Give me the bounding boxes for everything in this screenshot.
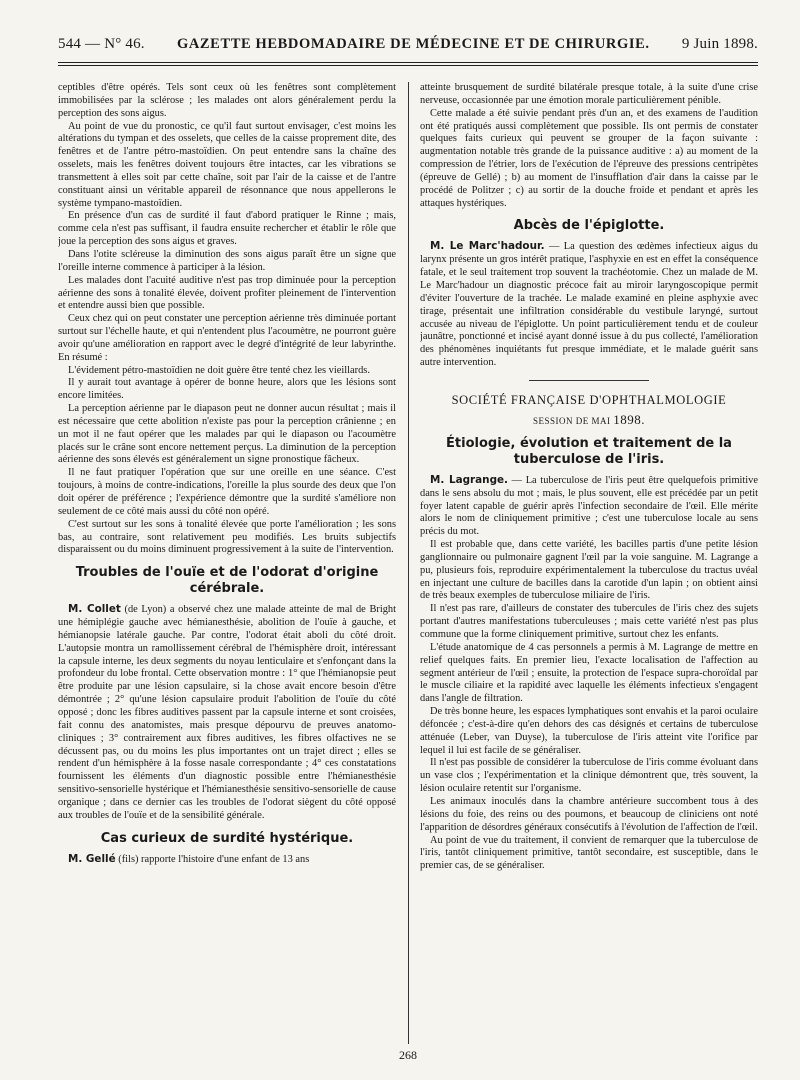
paragraph: L'étude anatomique de 4 cas personnels a permis à M. Lagrange de mettre en relief quelques faits. En premier lieu, l'exacte localisation de l'affection au segment antérieur de l'œil ; ensuite, la protection de l'espace supra-choroïdal par le muscle ciliaire et la rapidité avec laquelle les éléments infectieux s'engagent dans l'angle de filtration. <box>420 641 758 705</box>
paragraph: Les malades dont l'acuité auditive n'est pas trop diminuée pour la perception aérienne des sons à tonalité élevée, doivent profiter pleinement de l'intervention et entendre aussi bien que possible. <box>58 274 396 312</box>
two-column-body <box>58 82 758 1044</box>
paragraph: Il y aurait tout avantage à opérer de bonne heure, alors que les lésions sont encore limitées. <box>58 377 396 402</box>
paragraph: Il n'est pas rare, d'ailleurs de constater des tubercules de l'iris chez des sujets portant d'autres manifestations tuberculeuses ; mais cette variété n'est pas plus commune que la forme cliniquement primitive, surtout chez les enfants. <box>420 603 758 640</box>
paragraph: Il ne faut pratiquer l'opération que sur une oreille en une séance. C'est toujours, à moins de contre-indications, l'oreille la plus sourde des deux que l'on doit opérer de préférence ; l'expérience démontre que la surdité s'améliore non seulement de ce côté mais aussi du côté non opéré. <box>58 467 396 517</box>
article-text: (fils) rapporte l'histoire d'une enfant de 13 ans <box>115 853 310 865</box>
paragraph: La perception aérienne par le diapason peut ne donner aucun résultat ; mais il est nécessaire que cette abolition n'existe pas pour la perception crânienne ; en un mot il ne faut opérer que les malades par qui le diapason ou l'acoumètre placés sur le crâne sont encore nettement perçus. La diminution de la perception aérienne des sons élevés est généralement un signe pronostique fâcheux. <box>58 403 396 466</box>
paragraph: Cette malade a été suivie pendant près d'un an, et des examens de l'audition ont été pratiqués aussi complètement que possible. Ils ont permis de constater quelques faits curieux qui peuvent se grouper de la façon suivante : augmentation notable très grande de la puissance auditive : a) au moment de la compression de l'étrier, lors de l'exécution de l'épreuve des pressions centripètes (épreuve de Gellé) ; b) au moment de l'insufflation d'air dans la caisse par le procédé de Politzer ; c) au sortir de la douche froide et pendant et après les attaques hystériques. <box>420 107 758 209</box>
header-rule-thin <box>58 65 758 66</box>
right-column <box>420 82 758 1044</box>
paragraph: Les animaux inoculés dans la chambre antérieure succombent tous à des lésions du foie, des reins ou des poumons, et beaucoup de cliniciens ont noté l'apparition de désordres généraux consécutifs à l'évolution de l'affection de l'œil. <box>420 795 758 833</box>
article-collet <box>58 603 396 822</box>
section-separator <box>529 380 649 381</box>
article-le-marchadour <box>420 240 758 369</box>
section-title-epiglottis: Abcès de l'épiglotte. <box>513 218 665 234</box>
author-name: M. Collet <box>68 603 121 616</box>
paragraph: Au point de vue du traitement, il convient de remarquer que la tuberculose de l'iris, tantôt cliniquement primitive, tantôt secondaire, est susceptible, dans le premier cas, de se généraliser. <box>420 834 758 872</box>
paragraph: En présence d'un cas de surdité il faut d'abord pratiquer le Rinne ; mais, comme cela n'est pas suffisant, il faudra ensuite rechercher et établir le rôle que joue la perception des sons aigus et graves. <box>58 210 396 248</box>
session-year: 1898. <box>613 411 645 427</box>
article-text: (de Lyon) a observé chez une malade atteinte de mal de Bright une hémiplégie gauche avec hémianesthésie, abolition de l'ouïe à gauche, et hémianopsie latérale gauche. Par contre, l'odorat était aboli du côté droit. L'autopsie montra un ramollissement cérébral de l'hémisphère droit, intéressant la capsule interne, les deux segments du noyau lenticulaire et s'enfonçant dans la profondeur du lobe frontal. Cette observation montre : 1° que l'hémianopsie peut être produite par une lésion capsulaire, si la chose avait encore besoin d'être démontrée ; 2° qu'une lésion capsulaire produit l'abolition de l'ouïe du côté opposé ; donc les fibres auditives passent par la capsule interne et sont croisées, fait connu des anatomistes, mais presque dépourvu de preuves anatomo-cliniques ; 3° contrairement aux fibres auditives, les fibres olfactives ne se décussent pas, ou du moins les plus importantes ont un trajet direct ; elles se rendent d'un hémisphère à la fosse nasale correspondante ; 4° ces constatations fournissent les éléments d'un diagnostic possible entre l'hémianesthésie sensitivo-sensorielle hystérique et l'hémianesthésie sensitivo-sensorielle de cause organique ; dans ce dernier cas les troubles de l'odorat siègent du côté opposé aux troubles de l'ouïe et de la sensibilité générale. <box>58 604 396 821</box>
paragraph: Il est probable que, dans cette variété, les bacilles partis d'une petite lésion ganglionnaire ou pulmonaire gagnent l'œil par la voie sanguine. M. Lagrange a pu, plusieurs fois, reproduire expérimentalement la tuberculose du tractus uvéal en injectant une culture de bacilles dans la carotide d'un lapin ; on obtient ainsi de très beaux exemples de tuberculose miliaire de l'iris. <box>420 539 758 602</box>
article-gelle <box>58 853 396 867</box>
page-label: 544 — N° 46. <box>58 36 145 52</box>
paragraph: De très bonne heure, les espaces lymphatiques sont envahis et la paroi oculaire défoncée ; c'est-à-dire qu'en dehors des cas désignés et certains de tuberculose atténuée (Leber, van Duyse), la tuberculose de l'iris atteint vite l'orifice par lequel il lui est facile de se généraliser. <box>420 706 758 756</box>
page-folio: 268 <box>399 1048 417 1062</box>
journal-page <box>58 36 758 1066</box>
author-name: M. Lagrange. <box>430 473 508 486</box>
section-title-iris: Étiologie, évolution et traitement de la tuberculose de l'iris. <box>446 435 732 467</box>
author-name: M. Gellé <box>68 852 116 865</box>
issue-date: 9 Juin 1898. <box>681 36 758 52</box>
paragraph: C'est surtout sur les sons à tonalité élevée que porte l'amélioration ; les sons bas, au contraire, sont relativement peu modifiés. Les bruits subjectifs disparaissent ou du moins diminuent progressivement à la suite de l'intervention. <box>58 518 396 556</box>
paragraph: Dans l'otite scléreuse la diminution des sons aigus paraît être un signe que l'oreille interne commence à participer à la lésion. <box>58 248 396 273</box>
header-rule <box>58 62 758 63</box>
session-line <box>420 412 758 428</box>
paragraph: ceptibles d'être opérés. Tels sont ceux où les fenêtres sont complètement immobilisées par la sclérose ; les malades ont alors généralement perdu la perception des sons aigus. <box>58 82 396 119</box>
paragraph: L'évidement pétro-mastoïdien ne doit guère être tenté chez les vieillards. <box>68 364 370 376</box>
column-divider <box>408 82 409 1044</box>
paragraph: atteinte brusquement de surdité bilatérale presque totale, à la suite d'une crise nerveuse, occasionnée par une émotion morale particulièrement pénible. <box>420 82 758 106</box>
author-name: M. Le Marc'hadour. <box>430 240 545 253</box>
article-lagrange <box>420 474 758 539</box>
session-label: SESSION DE MAI <box>532 415 611 426</box>
journal-title: GAZETTE HEBDOMADAIRE DE MÉDECINE ET DE CHIRURGIE. <box>176 36 650 52</box>
section-title-cerebral: Troubles de l'ouïe et de l'odorat d'origine cérébrale. <box>75 565 379 597</box>
section-title-hysterical: Cas curieux de surdité hystérique. <box>100 830 354 846</box>
paragraph: Il n'est pas possible de considérer la tuberculose de l'iris comme évoluant dans un vase clos ; l'expérimentation et la clinique démontrent que, très souvent, la lésion oculaire retentit sur l'organisme. <box>420 757 758 795</box>
paragraph: Ceux chez qui on peut constater une perception aérienne très diminuée portant surtout sur l'échelle haute, et qui n'entendent plus l'acoumètre, ne pourront guère avoir qu'une amélioration en rapport avec le degré d'intégrité de leur labyrinthe. En résumé : <box>58 313 396 363</box>
left-column <box>58 82 396 1044</box>
running-header <box>58 36 758 60</box>
article-text: — La question des œdèmes infectieux aigus du larynx présente un gros intérêt pratique, l'asphyxie en est en effet la conséquence fatale, et le seul traitement trop souvent la trachéotomie. Chez un malade de M. Le Marc'hadour un diagnostic précoce fait au miroir laryngoscopique permit d'éviter l'ouverture de la trachée. Le malade examiné en pleine asphyxie avec tirage, présentait une infiltration considérable du vestibule laryngé, surtout accusée au niveau de l'épiglotte. Un point particulièrement tendu et de couleur jaunâtre, ponctionné et incisé ayant donné issue à du pus collecté, l'amélioration des phénomènes inquiétants fut presque immédiate, et le malade guérit sans autre intervention. <box>420 241 758 369</box>
article-text: — La tuberculose de l'iris peut être quelquefois primitive dans le sens absolu du mot ; mais, le plus souvent, elle est précédée par un petit foyer latent capable de guérir après l'infection secondaire de l'œil. Elle mérite alors le nom de cliniquement primitive ; c'est une tuberculose locale au sens précis du mot. <box>420 474 758 538</box>
society-title: SOCIÉTÉ FRANÇAISE D'OPHTHALMOLOGIE <box>451 392 727 407</box>
paragraph: Au point de vue du pronostic, ce qu'il faut surtout envisager, c'est moins les altérations du tympan et des osselets, que celles de la caisse proprement dite, des fenêtres et de l'antre pétro-mastoïdien. On peut entendre sans la chaîne des osselets, mais les fenêtres doivent toujours être intactes, car les vibrations se transmettent à elles soit par cette chaîne, soit par l'air de la caisse et de l'antre constituant ainsi un véritable appareil de résonnance que nous appellerons le système tympano-mastoïdien. <box>58 120 396 209</box>
